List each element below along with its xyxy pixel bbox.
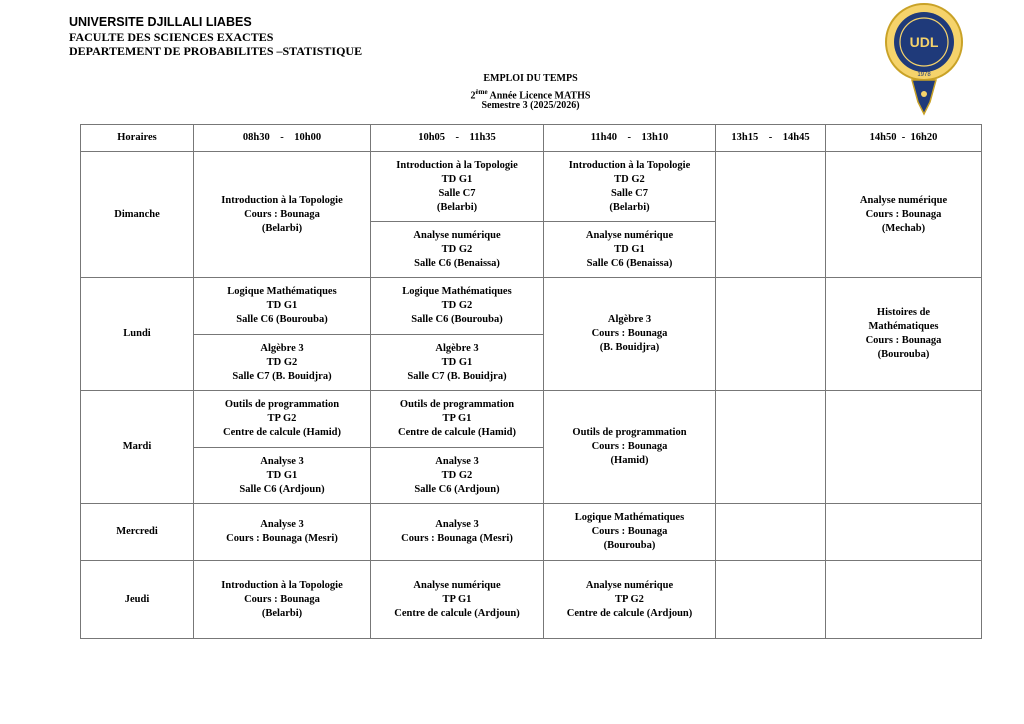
session-line: (Belarbi) [261, 607, 303, 619]
session-cell [544, 561, 716, 639]
session-line: Cours : Bounaga (Mesri) [401, 533, 513, 544]
session-line: Algèbre 3 [607, 314, 652, 325]
empty-cell [826, 561, 982, 639]
session-line: Analyse numérique [859, 194, 948, 206]
session-cell [826, 152, 982, 278]
session-line: TD G2 [266, 356, 298, 368]
session-line: Logique Mathématiques [227, 286, 337, 297]
col-header: 13h15 - 14h45 [716, 125, 826, 152]
session-line: Salle C6 (Ardjoun) [239, 483, 325, 495]
session-cell [371, 278, 544, 335]
session-cell [371, 391, 544, 448]
university-name: UNIVERSITE DJILLALI LIABES [69, 15, 252, 29]
session-line: Algèbre 3 [435, 342, 479, 354]
session-cell [194, 152, 371, 278]
session-line: Centre de calcule (Hamid) [398, 427, 516, 438]
session-line: TD G1 [441, 173, 473, 185]
logo-year: 1978 [917, 72, 931, 78]
empty-cell [716, 504, 826, 561]
empty-cell [826, 391, 982, 504]
schedule-level: 2ème Année Licence MATHS [470, 88, 591, 102]
empty-cell [716, 391, 826, 504]
session-line: Outils de programmation [572, 427, 687, 438]
session-line: Analyse numérique [585, 229, 674, 241]
session-line: TD G2 [441, 469, 473, 481]
session-line: Salle C6 (Bourouba) [236, 314, 328, 325]
session-line: (B. Bouidjra) [599, 342, 660, 353]
session-line: Mathématiques [868, 321, 939, 332]
session-line: Analyse numérique [413, 229, 501, 241]
session-cell [544, 222, 716, 278]
col-header: 14h50 - 16h20 [826, 125, 982, 152]
session-line: (Bourouba) [877, 349, 930, 360]
session-line: Cours : Bounaga [865, 335, 942, 346]
session-line: Analyse numérique [413, 579, 501, 591]
session-line: Introduction à la Topologie [396, 159, 518, 171]
timetable [80, 124, 982, 639]
session-line: Salle C7 [610, 187, 649, 199]
session-cell [371, 504, 544, 561]
session-line: TD G2 [441, 243, 473, 255]
session-line: (Hamid) [610, 455, 649, 466]
session-line: Analyse 3 [435, 519, 479, 530]
session-line: Introduction à la Topologie [221, 579, 343, 591]
session-cell [194, 391, 371, 448]
session-line: TP G1 [442, 593, 472, 605]
session-line: (Belarbi) [436, 201, 478, 213]
session-line: Introduction à la Topologie [221, 194, 343, 206]
empty-cell [716, 152, 826, 278]
session-line: Logique Mathématiques [574, 512, 685, 523]
session-line: Outils de programmation [224, 399, 340, 410]
schedule-semester: Semestre 3 (2025/2026) [481, 100, 580, 111]
session-cell [194, 335, 371, 391]
session-line: Salle C6 (Benaissa) [414, 257, 500, 269]
col-header: 10h05 - 11h35 [371, 125, 544, 152]
schedule-title: EMPLOI DU TEMPS [483, 73, 578, 84]
session-line: Salle C6 (Bourouba) [411, 314, 503, 325]
session-cell [544, 391, 716, 504]
session-line: Analyse 3 [260, 519, 304, 530]
col-header: 11h40 - 13h10 [544, 125, 716, 152]
session-cell [371, 448, 544, 504]
session-cell [371, 335, 544, 391]
header-row [81, 125, 982, 152]
day-label: Mercredi [81, 504, 194, 561]
empty-cell [826, 504, 982, 561]
session-cell [371, 222, 544, 278]
session-line: Histoires de [876, 307, 931, 318]
session-line: Analyse 3 [435, 455, 479, 467]
day-label: Dimanche [81, 152, 194, 278]
col-header: Horaires [81, 125, 194, 152]
faculty-name: FACULTE DES SCIENCES EXACTES [69, 30, 274, 44]
session-line: Cours : Bounaga [591, 526, 668, 537]
session-line: Centre de calcule (Ardjoun) [394, 607, 520, 619]
session-line: Salle C7 [438, 187, 476, 199]
session-line: Cours : Bounaga [591, 441, 668, 452]
session-line: Centre de calcule (Ardjoun) [566, 607, 693, 619]
session-line: Salle C7 (B. Bouidjra) [232, 370, 332, 382]
empty-cell [716, 278, 826, 391]
session-line: (Bourouba) [603, 540, 656, 551]
session-line: (Belarbi) [261, 222, 303, 234]
session-cell [826, 278, 982, 391]
session-line: Salle C7 (B. Bouidjra) [407, 370, 507, 382]
session-line: (Belarbi) [609, 201, 650, 213]
session-line: Algèbre 3 [260, 342, 304, 354]
session-cell [194, 448, 371, 504]
session-cell [544, 152, 716, 222]
session-line: Introduction à la Topologie [568, 159, 691, 171]
session-line: Salle C6 (Ardjoun) [414, 483, 500, 495]
session-cell [371, 561, 544, 639]
session-cell [544, 504, 716, 561]
session-line: TD G1 [441, 356, 473, 368]
col-header: 08h30 - 10h00 [194, 125, 371, 152]
session-line: Centre de calcule (Hamid) [223, 427, 341, 438]
session-line: TD G2 [614, 173, 645, 185]
session-line: TP G2 [615, 593, 644, 605]
session-cell [194, 561, 371, 639]
session-line: TD G1 [614, 243, 645, 255]
session-line: TD G1 [266, 300, 298, 311]
empty-cell [716, 561, 826, 639]
session-line: Cours : Bounaga [865, 208, 942, 220]
session-line: Cours : Bounaga [591, 328, 668, 339]
session-line: TP G1 [442, 413, 472, 424]
session-cell [194, 278, 371, 335]
session-line: Analyse numérique [585, 579, 674, 591]
day-label: Jeudi [81, 561, 194, 639]
session-line: Outils de programmation [399, 399, 515, 410]
session-line: Salle C6 (Benaissa) [586, 257, 673, 269]
session-line: Cours : Bounaga (Mesri) [226, 533, 338, 544]
session-cell [371, 152, 544, 222]
session-cell [544, 278, 716, 391]
department-name: DEPARTEMENT DE PROBABILITES –STATISTIQUE [69, 44, 363, 58]
session-cell [194, 504, 371, 561]
session-line: TD G2 [441, 300, 473, 311]
session-line: Cours : Bounaga [244, 208, 320, 220]
session-line: Logique Mathématiques [402, 286, 512, 297]
session-line: Analyse 3 [260, 455, 304, 467]
session-line: Cours : Bounaga [244, 593, 320, 605]
day-label: Mardi [81, 391, 194, 504]
day-label: Lundi [81, 278, 194, 391]
session-line: TD G1 [266, 469, 298, 481]
logo-label: UDL [909, 34, 939, 50]
session-line: (Mechab) [881, 222, 926, 234]
session-line: TP G2 [267, 413, 297, 424]
